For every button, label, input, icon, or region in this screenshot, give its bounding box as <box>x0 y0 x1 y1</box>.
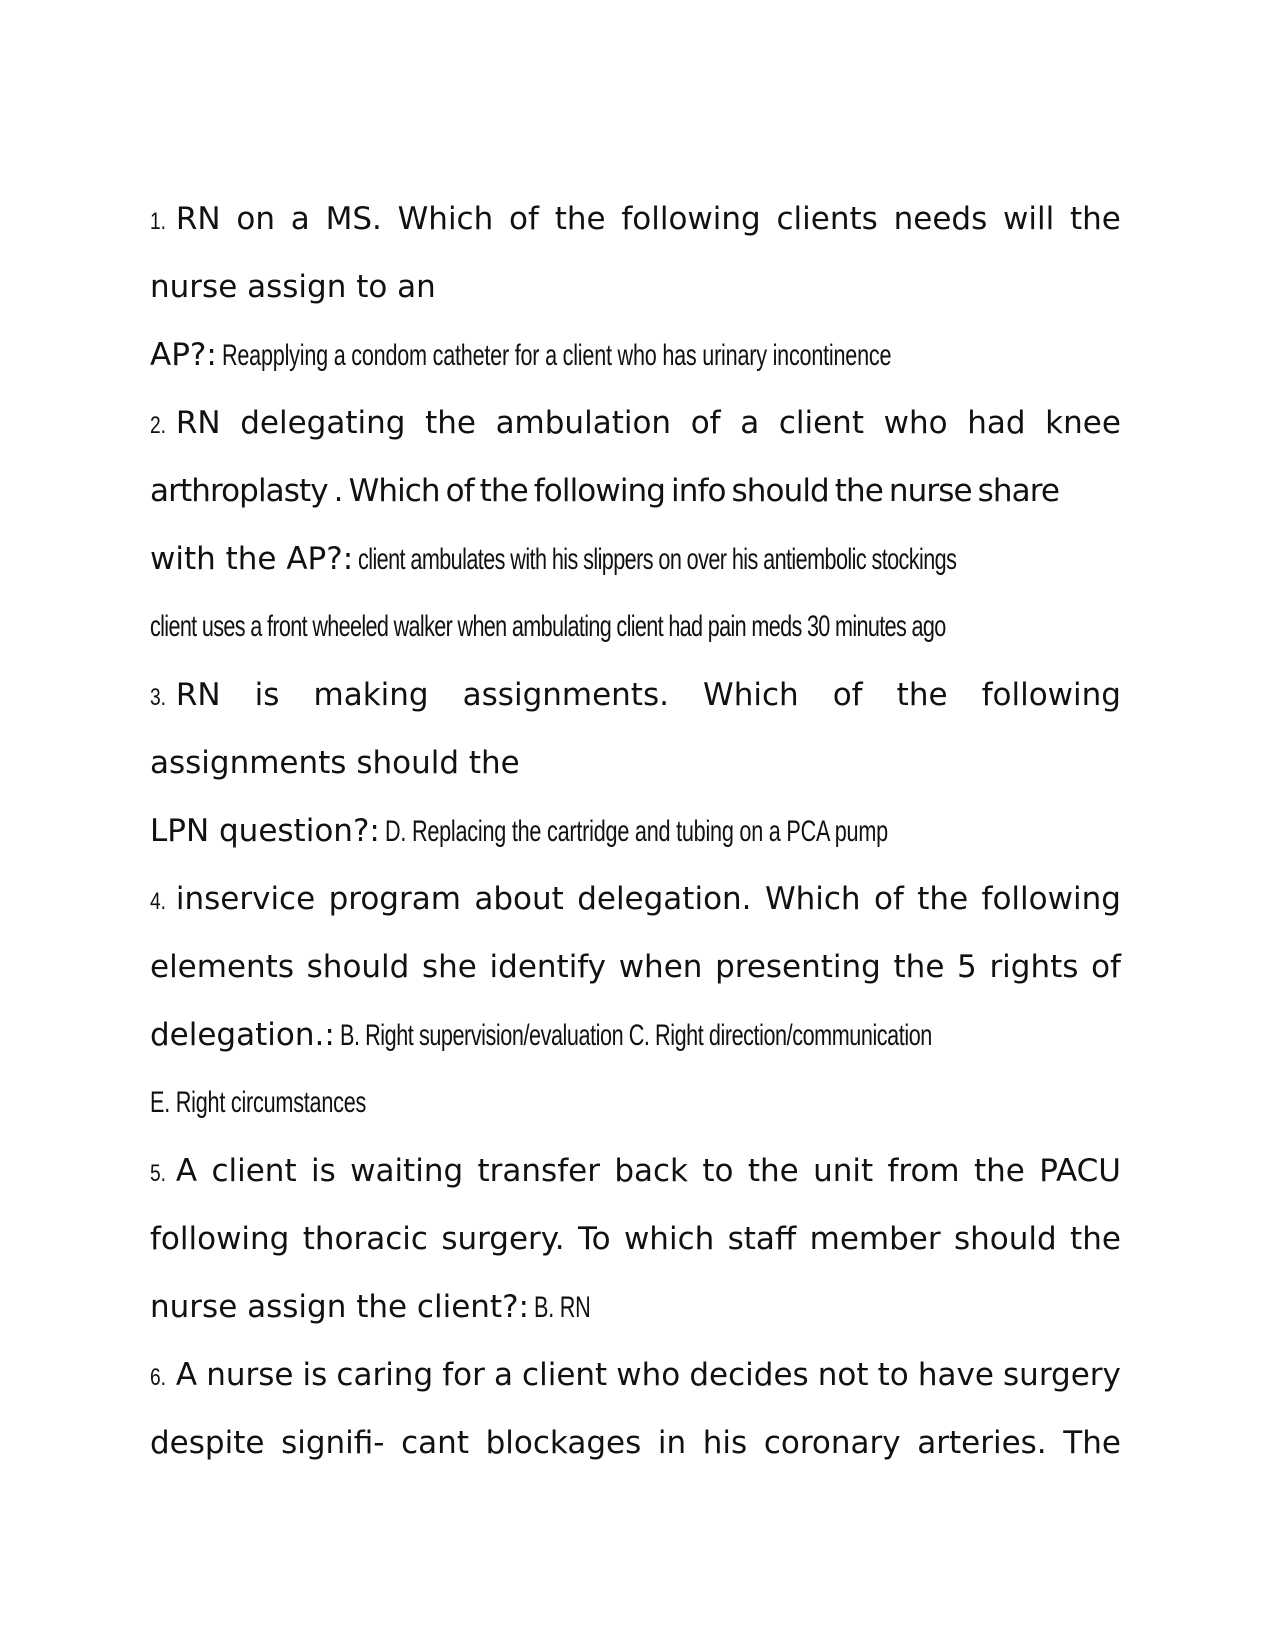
question-6-line-2: despite signifi- cant blockages in his coronary arteries. The <box>150 1425 1121 1461</box>
question-2-line-2: arthroplasty . Which of the following info should the nurse share <box>150 473 1060 509</box>
question-3-line-2: assignments should the <box>150 745 520 781</box>
question-number: 3. <box>150 684 167 711</box>
question-3-line-1: 3. RN is making assignments. Which of the following <box>150 661 1121 729</box>
answer-text: client uses a front wheeled walker when ambulating client had pain meds 30 minutes ago <box>150 610 946 643</box>
question-4-line-2: elements should she identify when presenting the 5 rights of <box>150 949 1121 985</box>
question-number: 1. <box>150 208 167 235</box>
document-page <box>150 185 1121 1477</box>
question-stem-end: LPN question?: <box>150 813 380 849</box>
question-5-line-2: following thoracic surgery. To which staff member should the <box>150 1221 1121 1257</box>
question-2-answer-line-2 <box>150 593 1121 661</box>
question-number: 4. <box>150 888 167 915</box>
question-number: 5. <box>150 1160 167 1187</box>
question-4-line-1: 4. inservice program about delegation. Which of the following <box>150 865 1121 933</box>
question-1-answer-line <box>150 321 1121 389</box>
answer-text: E. Right circumstances <box>150 1086 367 1119</box>
question-stem-end: with the AP?: <box>150 541 354 577</box>
question-4-answer-line <box>150 1001 1121 1069</box>
question-3-answer-line <box>150 797 1121 865</box>
question-stem-end: AP?: <box>150 337 217 373</box>
answer-text: B. RN <box>534 1291 591 1324</box>
question-1-line-1: 1. RN on a MS. Which of the following clients needs will the <box>150 185 1121 253</box>
answer-text: D. Replacing the cartridge and tubing on a PCA pump <box>384 815 888 848</box>
question-2-answer-line <box>150 525 1121 593</box>
question-number: 6. <box>150 1364 167 1391</box>
answer-text: client ambulates with his slippers on over his antiembolic stockings <box>358 543 957 576</box>
answer-text: B. Right supervision/evaluation C. Right direction/communication <box>339 1019 932 1052</box>
question-stem-end: delegation.: <box>150 1017 335 1053</box>
question-stem-end: nurse assign the client?: <box>150 1289 529 1325</box>
answer-text: Reapplying a condom catheter for a client who has urinary incontinence <box>221 339 892 372</box>
question-5-answer-line <box>150 1273 1121 1341</box>
question-6-line-1: 6. A nurse is caring for a client who decides not to have surgery <box>150 1341 1121 1409</box>
question-5-line-1: 5. A client is waiting transfer back to the unit from the PACU <box>150 1137 1121 1205</box>
question-1-line-2: nurse assign to an <box>150 269 436 305</box>
question-4-answer-line-2 <box>150 1069 1121 1137</box>
question-2-line-1: 2. RN delegating the ambulation of a client who had knee <box>150 389 1121 457</box>
question-number: 2. <box>150 412 167 439</box>
